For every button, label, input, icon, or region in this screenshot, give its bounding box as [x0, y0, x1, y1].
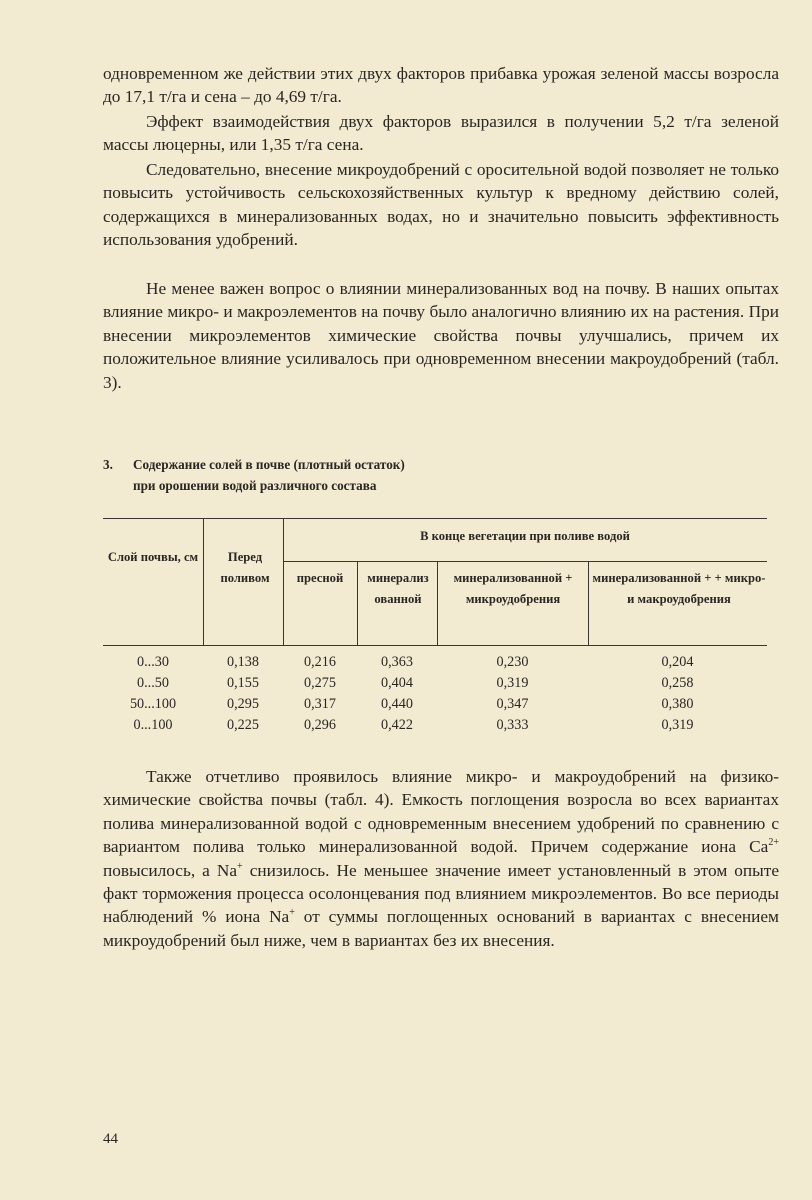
paragraph-3: Следовательно, внесение микроудобрений с оросительной водой позволяет не только повысить устойчивость сельскохозяйственных культур к вредному действию солей, содержащихся в минерализованных водах, но и значительно повысить эффективность использования удобрений.	[103, 160, 779, 250]
cell-mineralized: 0,363	[381, 654, 413, 670]
table-group-rule	[283, 561, 767, 562]
cell-mineralized-micro: 0,347	[496, 696, 529, 712]
header-mineralized-micro: минерализованной + микроудобрения	[453, 571, 573, 606]
page-number: 44	[103, 1131, 118, 1147]
header-layer: Слой почвы, см	[107, 550, 199, 564]
cell-mineralized-micro: 0,230	[496, 654, 529, 670]
table-header-rule	[103, 645, 767, 646]
cell-fresh: 0,296	[304, 717, 336, 733]
table-divider	[357, 561, 358, 645]
table-divider	[203, 518, 204, 645]
table-caption-line-2: при орошении водой различного состава	[133, 478, 377, 493]
header-before: Перед поливом	[220, 550, 270, 585]
cell-mineralized-micro-macro: 0,380	[661, 696, 694, 712]
ion-charge-na: +	[289, 907, 295, 919]
text-part: от суммы поглощенных оснований в вариантах с внесением микроудобрений был ниже, чем в вариантах без их внесения.	[103, 907, 779, 950]
cell-mineralized: 0,422	[381, 717, 413, 733]
text-part: Также отчетливо проявилось влияние микро- и макроудобрений на физико-химические свойства почвы (табл. 4). Емкость поглощения возросла во всех вариантах полива минерализованной водой с одновременным внесением удобрений по сравнению с вариантом полива только минерализованной водой. Причем содержание иона Ca	[103, 767, 779, 857]
ion-charge-ca: 2+	[768, 837, 779, 849]
cell-mineralized-micro-macro: 0,204	[661, 654, 694, 670]
cell-mineralized-micro: 0,319	[496, 675, 529, 691]
cell-mineralized-micro-macro: 0,319	[661, 717, 694, 733]
cell-before: 0,138	[227, 654, 259, 670]
table-caption-line-1: Содержание солей в почве (плотный остаток)	[133, 457, 405, 472]
cell-fresh: 0,216	[304, 654, 336, 670]
paragraph-2: Эффект взаимодействия двух факторов выразился в получении 5,2 т/га зеленой массы люцерны, или 1,35 т/га сена.	[103, 112, 779, 155]
table-divider	[588, 561, 589, 645]
cell-mineralized-micro: 0,333	[496, 717, 529, 733]
cell-fresh: 0,275	[304, 675, 336, 691]
table-divider	[437, 561, 438, 645]
paragraph-1: одновременном же действии этих двух факторов прибавка урожая зеленой массы возросла до 17,1 т/га и сена – до 4,69 т/га.	[103, 64, 779, 107]
header-group: В конце вегетации при поливе водой	[420, 529, 630, 543]
cell-layer: 0...100	[133, 717, 173, 733]
cell-mineralized: 0,404	[381, 675, 413, 691]
paragraph-4: Не менее важен вопрос о влиянии минерализованных вод на почву. В наших опытах влияние микро- и макроэлементов на почву было аналогично влиянию их на растения. При внесении микроэлементов химические свойства почвы улучшались, причем их положительное влияние усиливалось при одновременном внесении макроудобрений (табл. 3).	[103, 279, 779, 392]
text-part: снизилось. Не меньшее значение имеет установленный в этом опыте факт торможения процесса осолонцевания под влиянием микроэлементов. Во все периоды наблюдений % иона Na	[103, 860, 780, 927]
text-part: повысилось, а Na	[103, 860, 238, 880]
ion-charge-na: +	[237, 860, 243, 872]
cell-layer: 50...100	[129, 696, 177, 712]
cell-before: 0,225	[227, 717, 259, 733]
table-number: 3.	[103, 457, 113, 472]
cell-before: 0,295	[227, 696, 259, 712]
cell-before: 0,155	[227, 675, 259, 691]
cell-mineralized: 0,440	[381, 696, 413, 712]
header-mineralized: минерализованной	[367, 571, 429, 606]
paragraph-after-table	[103, 765, 779, 952]
header-mineralized-micro-macro: минерализованной + + микро- и макроудобрения	[592, 571, 766, 606]
header-fresh: пресной	[296, 571, 344, 585]
cell-layer: 0...50	[137, 675, 169, 691]
cell-mineralized-micro-macro: 0,258	[661, 675, 694, 691]
cell-layer: 0...30	[137, 654, 169, 670]
cell-fresh: 0,317	[304, 696, 336, 712]
